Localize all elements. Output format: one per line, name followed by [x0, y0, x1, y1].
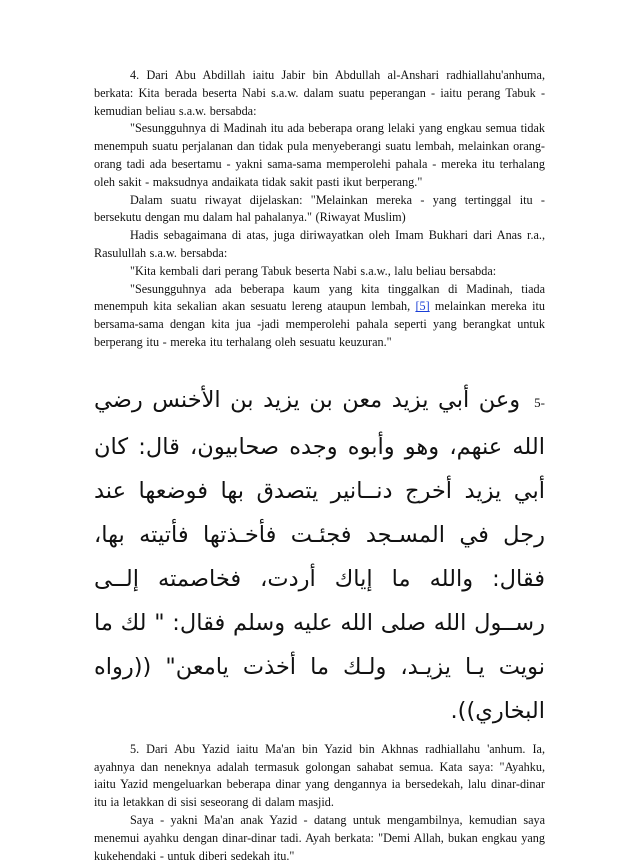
paragraph-madinah-before: "Sesungguhnya ada beberapa kaum yang kita tinggalkan di Madinah, tiada menempuh kita sekalian akan sesuatu lereng ataupun lembah, [94, 281, 545, 314]
paragraph-tabuk-return: "Kita kembali dari perang Tabuk beserta Nabi s.a.w., lalu beliau bersabda: [130, 263, 497, 278]
footnote-link-5[interactable]: [5] [415, 299, 430, 314]
paragraph-madinah-quote [94, 281, 545, 352]
paragraph-5-abu-yazid: 5. Dari Abu Yazid iaitu Ma'an bin Yazid bin Akhnas radhiallahu 'anhum. Ia, ayahnya dan neneknya adalah termasuk golongan sahabat semua. Kata saya: "Ayahku, iaitu Yazid mengeluarkan beberapa dinar yang dengannya ia bersedekah, lalu dinar-dinar itu ia letakkan di sisi seseorang di dalam masjid. [94, 741, 545, 810]
paragraph-bukhari-intro: Hadis sebagaimana di atas, juga diriwayatkan oleh Imam Bukhari dari Anas r.a., Rasulullah s.a.w. bersabda: [94, 228, 545, 260]
arabic-hadith-text: وعن أبي يزيد معن بن يزيد بن الأخنس رضي الله عنهم، وهو وأبوه وجده صحابيون، قال: كان أبي يزيد أخرج دنــانير يتصدق بها فوضعها عند رجل في المسـجد فجئـت فأخـذتها فأتيته بها، فقال: والله ما إياك أردت، فخاصمته إلــى رســول الله صلى الله عليه وسلم فقال: " لك ما نويت يـا يزيـد، ولـك ما أخذت يامعن" ((رواه البخاري)). [94, 386, 545, 724]
arabic-hadith-number: -5 [534, 394, 545, 410]
paragraph-riwayat-muslim: Dalam suatu riwayat dijelaskan: "Melainkan mereka - yang tertinggal itu - bersekutu dengan mu dalam hal pahalanya." (Riwayat Muslim) [94, 192, 545, 225]
paragraph-maan-returns: Saya - yakni Ma'an anak Yazid - datang untuk mengambilnya, kemudian saya menemui ayahku dengan dinar-dinar tadi. Ayah berkata: "Demi Allah, bukan engkau yang kukehendaki - untuk diberi sedekah itu." [94, 812, 545, 863]
paragraph-hadith-quote: "Sesungguhnya di Madinah itu ada beberapa orang lelaki yang engkau semua tidak menempuh suatu perjalanan dan tidak pula menyeberangi suatu lembah, melainkan orang-orang tadi ada besertamu - yakni sama-sama memperolehi pahala - mereka itu terhalang oleh sakit - maksudnya andaikata tidak sakit pasti ikut berperang." [94, 121, 545, 189]
arabic-hadith-block [94, 378, 545, 733]
paragraph-madinah-after: melainkan mereka itu bersama-sama dengan kita jua -jadi memperolehi pahala seperti yang berangkat untuk berperang itu - mereka itu terhalang oleh sesuatu keuzuran." [94, 299, 545, 349]
paragraph-4-intro: 4. Dari Abu Abdillah iaitu Jabir bin Abdullah al-Anshari radhiallahu'anhuma, berkata: Kita berada beserta Nabi s.a.w. dalam suatu peperangan - iaitu perang Tabuk - kemudian beliau s.a.w. bersabda: [94, 68, 545, 118]
